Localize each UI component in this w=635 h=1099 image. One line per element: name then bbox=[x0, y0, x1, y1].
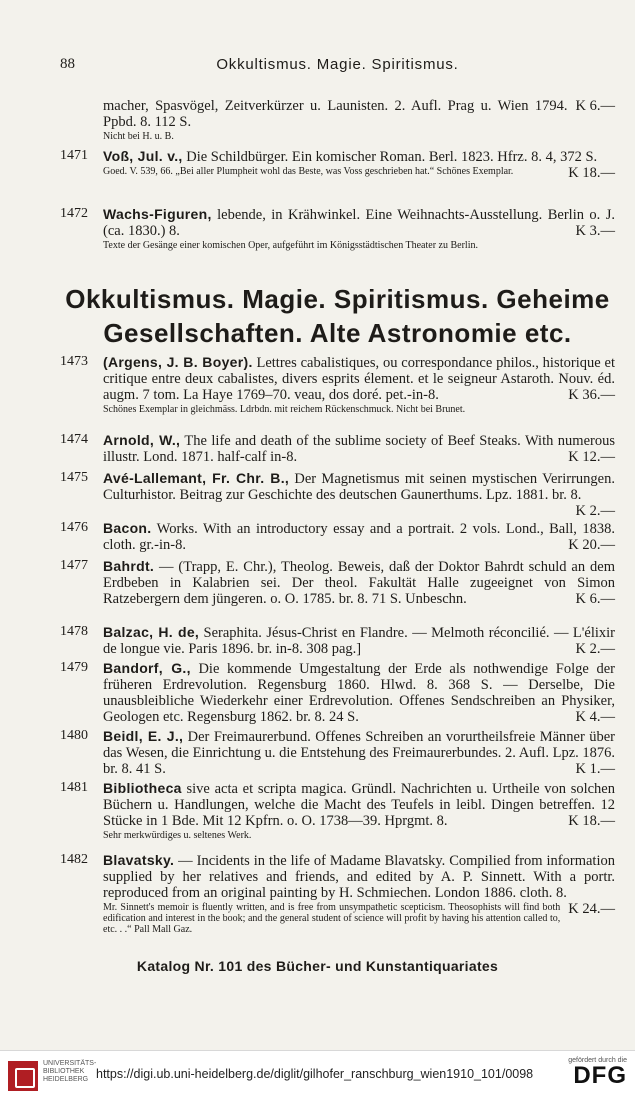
entry-price: K 6.— bbox=[575, 98, 615, 114]
entry-author: Bandorf, G., bbox=[103, 660, 191, 676]
entry-number: 1480 bbox=[60, 728, 88, 743]
entry-text: Die kommende Umgestaltung der Erde als nothwendige Folge der früheren Erdrevolution. Regensburg 1860. Hlwd. 8. 368 S. — Derselbe, Die unausbleibliche Wiederkehr einer Erdrevolution. Offenes Sendschreiben an Physiker, Geologen etc. Regensburg 1862. br. 8. 24 S. bbox=[103, 661, 615, 725]
page-header bbox=[60, 56, 615, 78]
viewer-bottom-bar bbox=[0, 1050, 635, 1099]
entry-author: Bibliotheca bbox=[103, 780, 182, 796]
entry-1474 bbox=[60, 432, 615, 465]
entry-price: K 6.— bbox=[575, 591, 615, 607]
entry-note: Mr. Sinnett's memoir is fluently written, and is free from unsympathetic scepticism. Theosophists will find both edification and interest in the book; and the general student of science will profit by having his attention called to, etc. . .“ Pall Mall Gaz. bbox=[103, 902, 561, 935]
entry-author: Blavatsky. bbox=[103, 852, 175, 868]
entry-number: 1474 bbox=[60, 432, 88, 447]
entry-continued bbox=[60, 98, 615, 142]
entry-number: 1472 bbox=[60, 206, 88, 221]
entry-1475 bbox=[60, 470, 615, 519]
permalink-url[interactable]: https://digi.ub.uni-heidelberg.de/diglit/gilhofer_ranschburg_wien1910_101/0098 bbox=[96, 1067, 534, 1081]
entry-number: 1479 bbox=[60, 660, 88, 675]
entry-number: 1473 bbox=[60, 354, 88, 369]
entry-1479 bbox=[60, 660, 615, 725]
page-footer: Katalog Nr. 101 des Bücher- und Kunstantiquariates bbox=[136, 958, 499, 974]
page-number: 88 bbox=[60, 56, 75, 72]
university-library-logo-text: UNIVERSITÄTS- BIBLIOTHEK HEIDELBERG bbox=[43, 1060, 97, 1083]
entry-note: Schönes Exemplar in gleichmäss. Ldrbdn. mit reichem Rückenschmuck. Nicht bei Brunet. bbox=[103, 404, 466, 415]
entry-price: K 4.— bbox=[575, 709, 615, 725]
entry-price: K 36.— bbox=[568, 387, 615, 403]
entry-number: 1482 bbox=[60, 852, 88, 867]
entry-note: Nicht bei H. u. B. bbox=[103, 131, 174, 142]
entry-note: Sehr merkwürdiges u. seltenes Werk. bbox=[103, 830, 252, 841]
entry-author: Avé-Lallemant, Fr. Chr. B., bbox=[103, 470, 290, 486]
entry-number: 1476 bbox=[60, 520, 88, 535]
entry-number: 1481 bbox=[60, 780, 88, 795]
entry-author: (Argens, J. B. Boyer). bbox=[103, 354, 253, 370]
entry-text: Works. With an introductory essay and a portrait. 2 vols. Lond., Ball, 1838. cloth. gr.-in-8. bbox=[103, 521, 615, 553]
entry-1478 bbox=[60, 624, 615, 657]
entry-author: Beidl, E. J., bbox=[103, 728, 184, 744]
entry-note: Texte der Gesänge einer komischen Oper, aufgeführt im Königsstädtischen Theater zu Berlin. bbox=[103, 240, 478, 251]
running-title: Okkultismus. Magie. Spiritismus. bbox=[216, 56, 459, 73]
entry-text: The life and death of the sublime society of Beef Steaks. With numerous illustr. Lond. 1871. half-calf in-8. bbox=[103, 433, 615, 465]
entry-text: lebende, in Krähwinkel. Eine Weihnachts-Ausstellung. Berlin o. J. (ca. 1830.) 8. bbox=[103, 207, 615, 239]
entry-text: Der Magnetismus mit seinen mystischen Verirrungen. Culturhistor. Beitrag zur Geschichte des deutschen Gaunerthums. Lpz. 1881. br. 8. bbox=[103, 471, 615, 503]
entry-text: macher, Spasvögel, Zeitverkürzer u. Launisten. 2. Aufl. Prag u. Wien 1794. Ppbd. 8. 112 S. bbox=[103, 98, 568, 130]
section-title-line-2: Gesellschaften. Alte Astronomie etc. bbox=[103, 318, 572, 348]
entry-price: K 3.— bbox=[575, 223, 615, 239]
entry-number: 1471 bbox=[60, 148, 88, 163]
entry-1476 bbox=[60, 520, 615, 553]
entry-text: Seraphita. Jésus-Christ en Flandre. — Melmoth réconcilié. — L'élixir de longue vie. Paris 1896. br. in-8. 308 pag.] bbox=[103, 625, 615, 657]
entry-author: Bacon. bbox=[103, 520, 152, 536]
entry-text: — Incidents in the life of Madame Blavatsky. Compilied from information supplied by her relatives and friends, and edited by A. P. Sinnett. With a portr. reproduced from an original painting by H. Schmiechen. London 1886. cloth. 8. bbox=[103, 853, 615, 901]
entry-text: Der Freimaurerbund. Offenes Schreiben an vorurtheilsfreie Männer über das Wesen, die Einrichtung u. die Entstehung des Freimaurerbundes. 2. Aufl. Lpz. 1876. br. 8. 41 S. bbox=[103, 729, 616, 777]
entry-1473 bbox=[60, 354, 615, 415]
entry-price: K 2.— bbox=[575, 641, 615, 657]
entry-author: Wachs-Figuren, bbox=[103, 206, 212, 222]
entry-text: sive acta et scripta magica. Gründl. Nachrichten u. Urtheile von solchen Büchern u. Handlungen, welche die Macht des Teufels in leibl. Dingen betreffen. 12 Stücke in 1 Bde. Mit 12 Kpfrn. o. O. 1738—39. Hprgmt. 8. bbox=[103, 781, 615, 829]
entry-author: Balzac, H. de, bbox=[103, 624, 200, 640]
entry-1471 bbox=[60, 148, 615, 181]
entry-price: K 2.— bbox=[575, 503, 615, 519]
funded-by-text: gefördert durch die bbox=[568, 1057, 627, 1064]
entry-note: Goed. V. 539, 66. „Bei aller Plumpheit wohl das Beste, was Voss geschrieben hat.“ Schönes Exemplar. bbox=[103, 166, 514, 177]
entry-1477 bbox=[60, 558, 615, 607]
entry-price: K 18.— bbox=[568, 813, 615, 829]
dfg-credit bbox=[568, 1057, 627, 1088]
university-library-logo-icon[interactable] bbox=[8, 1061, 38, 1091]
entry-number: 1478 bbox=[60, 624, 88, 639]
entry-text: Die Schildbürger. Ein komischer Roman. Berl. 1823. Hfrz. 8. 4, 372 S. bbox=[182, 149, 598, 165]
entry-1482 bbox=[60, 852, 615, 935]
entry-author: Voß, Jul. v., bbox=[103, 148, 183, 164]
entry-author: Bahrdt. bbox=[103, 558, 155, 574]
entry-number: 1475 bbox=[60, 470, 88, 485]
entry-1472 bbox=[60, 206, 615, 251]
entry-text: Lettres cabalistiques, ou correspondance philos., historique et critique entre deux cabalistes, divers esprits élement. et le seigneur Astaroth. Nouv. éd. augm. 7 tom. La Haye 1769–70. veau, dos doré. pet.-in-8. bbox=[103, 355, 615, 403]
section-title bbox=[60, 282, 615, 350]
entry-price: K 12.— bbox=[568, 449, 615, 465]
entry-1480 bbox=[60, 728, 615, 777]
entry-price: K 18.— bbox=[568, 165, 615, 181]
entry-price: K 20.— bbox=[568, 537, 615, 553]
section-title-line-1: Okkultismus. Magie. Spiritismus. Geheime bbox=[65, 284, 610, 314]
entry-price: K 1.— bbox=[575, 761, 615, 777]
entry-price: K 24.— bbox=[568, 901, 615, 917]
entry-number: 1477 bbox=[60, 558, 88, 573]
entry-1481 bbox=[60, 780, 615, 841]
entry-text: — (Trapp, E. Chr.), Theolog. Beweis, daß der Doktor Bahrdt schuld an dem Erdbeben in Kalabrien sei. Der theol. Fakultät Halle zugeeignet von Simon Ratzebergern dem jüngeren. o. O. 1785. br. 8. 71 S. Unbeschn. bbox=[103, 559, 615, 607]
entry-author: Arnold, W., bbox=[103, 432, 181, 448]
dfg-logo-icon[interactable]: DFG bbox=[573, 1062, 627, 1089]
